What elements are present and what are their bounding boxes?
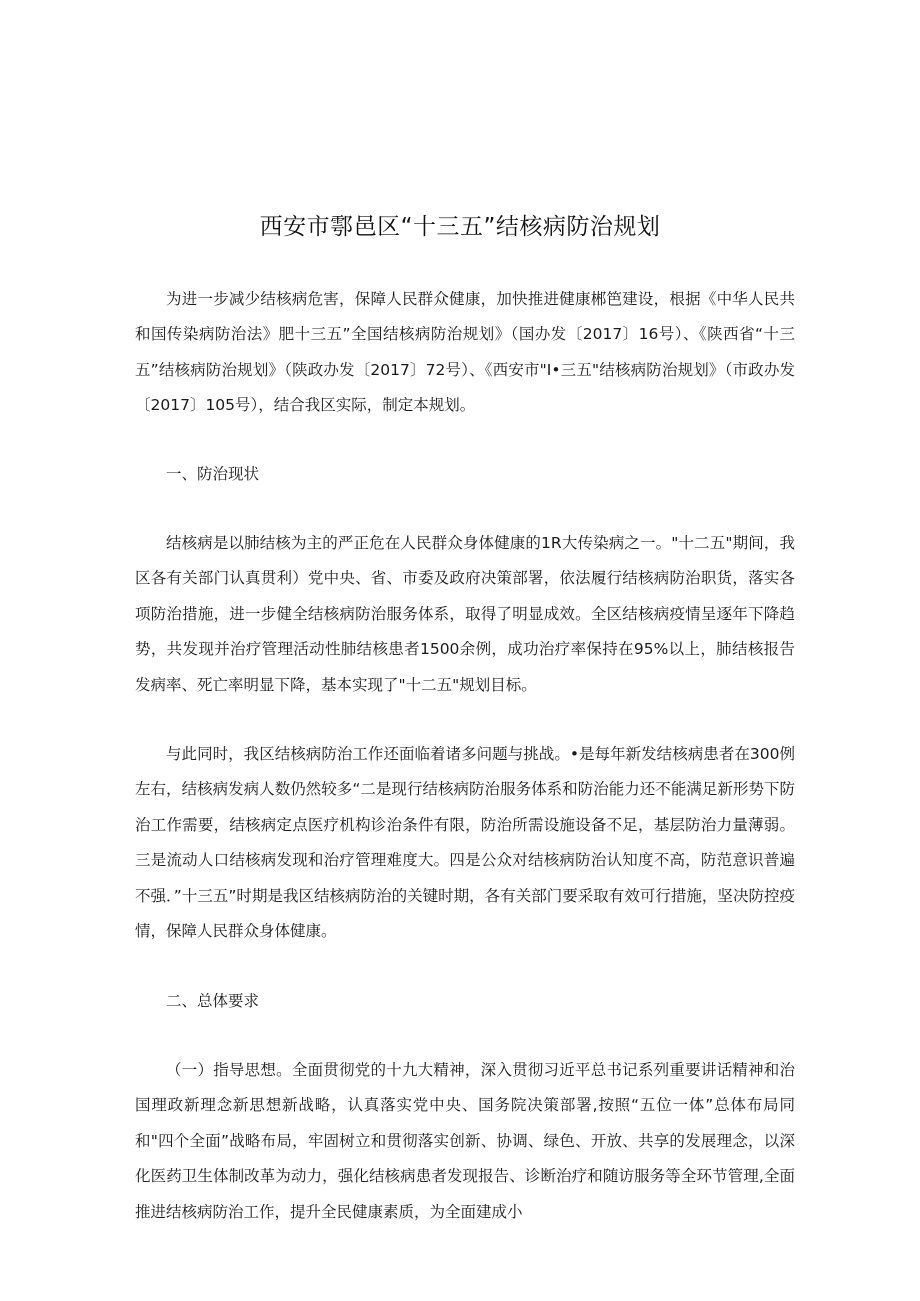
intro-paragraph: 为进一步减少结核病危害，保障人民群众健康，加快推进健康郴笆建设，根据《中华人民共和国传染病防治法》肥十三五”全国结核病防治规划》（国办发〔2017〕16号）、《陕西省“十三五”结核病防治规划》（陕政办发〔2017〕72号）、《西安市"I•三五"结核病防治规划》（市政办发〔2017〕105号），结合我区实际，制定本规划。 [135, 290, 795, 415]
section-heading-requirements: 二、总体要求 [166, 991, 260, 1010]
paragraph-spacer [135, 492, 795, 526]
paragraph-spacer [135, 703, 795, 737]
status-paragraph-1: 结核病是以肺结核为主的严正危在人民群众身体健康的1R大传染病之一。"十二五"期间，我区各有关部门认真贯利）党中央、省、市委及政府决策部署，依法履行结核病防治职货，落实各项防治措施，进一步健全结核病防治服务体系，取得了明显成效。全区结核病疫情呈逐年下降趋势，共发现并治疗管理活动性肺结核患者1500余例，成功治疗率保持在95%以上，肺结核报告发病率、死亡率明显下降，基本实现了"十二五"规划目标。 [135, 534, 795, 694]
paragraph-spacer [135, 1019, 795, 1053]
document-title: 西安市鄠邑区“十三五”结核病防治规划 [259, 214, 661, 240]
section-heading-status: 一、防治现状 [166, 464, 260, 483]
requirements-paragraph-1: （一）指导思想。全面贯彻党的十九大精神，深入贯彻习近平总书记系列重要讲话精神和治国理政新理念新思想新战略，认真落实党中央、国务院决策部署,按照“五位一体”总体布局同和"四个全面”战略布局，牢固树立和贯彻落实创新、协调、绿色、开放、共享的发展理念，以深化医药卫生体制改革为动力，强化结核病患者发现报告、诊断治疗和随访服务等全环节管理,全面推进结核病防治工作，提升全民健康素质，为全面建成小 [135, 1060, 795, 1221]
status-paragraph-2: 与此同时，我区结核病防治工作还面临着诸多问题与挑战。•是每年新发结核病患者在300例左右，结核病发病人数仍然较多“二是现行结核病防治服务体系和防治能力还不能满足新形势下防治工作需要，结核病定点医疗机构诊治条件有限，防治所需设施设备不足，基层防治力量薄弱。三是流动人口结核病发现和治疗管理难度大。四是公众对结核病防治认知度不高，防范意识普遍不强．”十三五”时期是我区结核病防治的关键时期，各有关部门要采取有效可行措施，坚决防控疫情，保障人民群众身体健康。 [135, 745, 795, 941]
paragraph-spacer [135, 424, 795, 457]
document-body [135, 282, 795, 1230]
paragraph-spacer [135, 950, 795, 984]
